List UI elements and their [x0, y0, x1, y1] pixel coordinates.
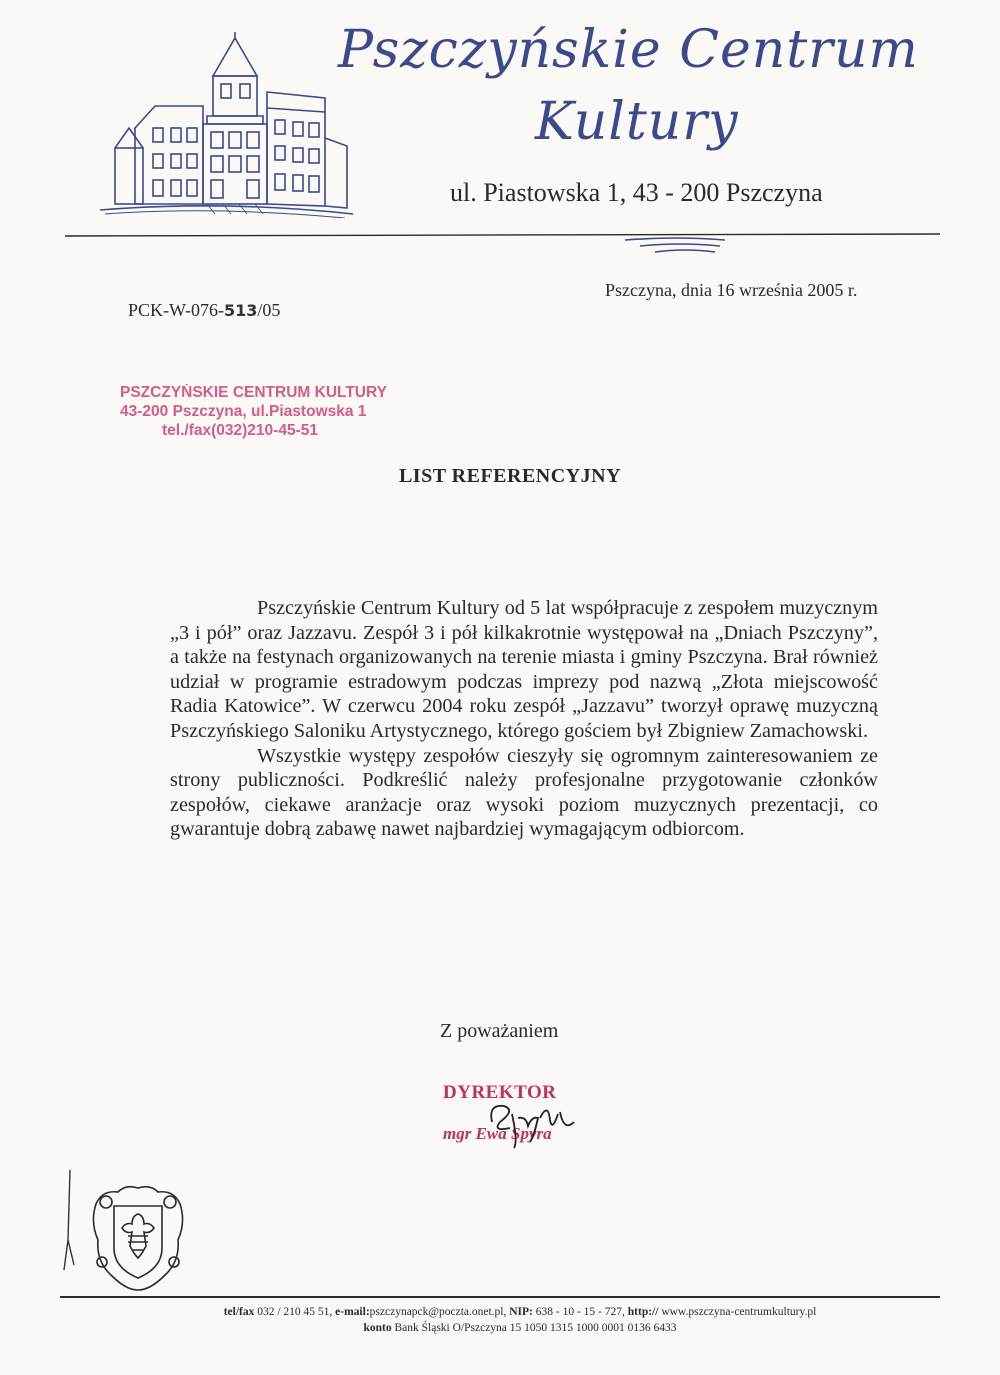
institution-stamp [120, 383, 387, 440]
reference-prefix: PCK-W-076- [128, 300, 224, 320]
footer-email-label: e-mail: [335, 1306, 370, 1318]
reference-number [128, 300, 280, 321]
footer-konto-label: konto [363, 1322, 392, 1334]
footer-http-label: http:// [627, 1306, 659, 1318]
reference-suffix: /05 [257, 300, 281, 320]
footer-nip-label: NIP: [509, 1306, 533, 1318]
signatory-name: mgr Ewa Spyra [443, 1124, 552, 1143]
letter-date: Pszczyna, dnia 16 września 2005 r. [605, 280, 858, 300]
body-paragraph-1: Pszczyńskie Centrum Kultury od 5 lat współpracuje z zespołem muzycznym „3 i pół” oraz Jazzavu. Zespół 3 i pół kilkakrotnie występował na „Dniach Pszczyny”, a także na festynach organizowanych na terenie miasta i gminy Pszczyna. Brał również udział w programie estradowym podczas imprezy pod nazwą „Złota miejscowość Radia Katowice”. W czerwcu 2004 roku zespół „Jazzavu” tworzył oprawę muzyczną Pszczyńskiego Saloniku Artystycznego, którego gościem był Zbigniew Zamachowski. [170, 597, 878, 742]
building-logo [95, 28, 360, 218]
footer-nip-value: 638 - 10 - 15 - 727, [532, 1306, 628, 1318]
footer-rule [60, 1296, 940, 1298]
footer-tel-label: tel/fax [223, 1306, 255, 1318]
footer-konto-value: Bank Śląski O/Pszczyna 15 1050 1315 1000 0001 0136 6433 [391, 1322, 677, 1334]
body-paragraph-2: Wszystkie występy zespołów cieszyły się ogromnym zainteresowaniem ze strony publiczności. Podkreślić należy profesjonalne przygotowanie członków zespołów, ciekawe aranżacje oraz wysoki poziom muzycznych prezentacji, co gwarantuje dobrą zabawę nawet najbardziej wymagającym odbiorcom. [170, 744, 878, 841]
stamp-line3: tel./fax(032)210-45-51 [162, 422, 318, 439]
letter-body [170, 596, 878, 842]
handwritten-signature [478, 1092, 588, 1152]
document-title: LIST REFERENCYJNY [398, 465, 622, 487]
signatory-title: DYREKTOR [443, 1082, 557, 1103]
stamp-line2: 43-200 Pszczyna, ul.Piastowska 1 [120, 403, 367, 420]
brand-name-line1: Pszczyńskie Centrum [338, 20, 919, 80]
brand-name-line2: Kultury [535, 92, 739, 152]
closing-phrase: Z poważaniem [440, 1020, 559, 1042]
footer-bank [0, 1322, 1000, 1334]
coat-of-arms-icon [88, 1182, 188, 1294]
footer-contact [0, 1306, 1000, 1318]
letterhead-address: ul. Piastowska 1, 43 - 200 Pszczyna [450, 178, 823, 207]
margin-ink-mark [58, 1170, 78, 1300]
stamp-line1: PSZCZYŃSKIE CENTRUM KULTURY [120, 384, 387, 401]
footer-http-value: www.pszczyna-centrumkultury.pl [658, 1306, 817, 1318]
reference-handwritten: 513 [224, 301, 258, 320]
letterhead-rule [65, 226, 940, 256]
footer-tel-value: 032 / 210 45 51, [254, 1306, 336, 1318]
footer-email-value: pszczynapck@poczta.onet.pl, [369, 1306, 510, 1318]
